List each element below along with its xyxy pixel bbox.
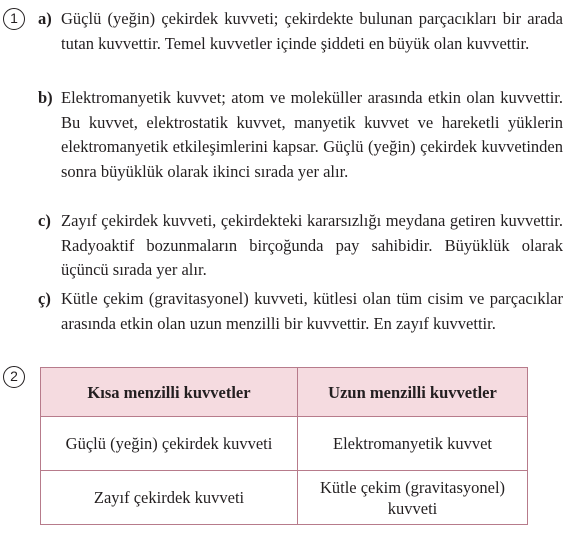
header-short-range: Kısa menzilli kuvvetler: [41, 368, 298, 417]
list-item-c: [38, 209, 563, 283]
item-label: a): [38, 9, 52, 28]
item-text: Kütle çekim (gravitasyonel) kuvveti, kütlesi olan tüm cisim ve parçacıklar arasında etkin olan uzun menzilli bir kuvvettir. En zayıf kuvvettir.: [61, 289, 563, 333]
table-cell: Güçlü (yeğin) çekirdek kuvveti: [41, 417, 298, 471]
list-item-b: [38, 86, 563, 184]
list-item-c-cedilla: [38, 287, 563, 336]
list-item-a: [38, 7, 563, 56]
item-label: b): [38, 88, 53, 107]
table-cell: Zayıf çekirdek kuvveti: [41, 471, 298, 525]
table-cell: Kütle çekim (gravitasyonel) kuvveti: [298, 471, 528, 525]
item-text: Elektromanyetik kuvvet; atom ve moleküller arasında etkin olan kuvvettir. Bu kuvvet, elektrostatik kuvvet, manyetik kuvvet ve hareketli yüklerin elektromanyetik etkileşimlerini kapsar. Güçlü (yeğin) çekirdek kuvvetinden sonra büyüklük olarak ikinci sırada yer alır.: [61, 88, 563, 181]
table-cell: Elektromanyetik kuvvet: [298, 417, 528, 471]
table-row: [41, 417, 528, 471]
item-text: Zayıf çekirdek kuvveti, çekirdekteki kararsızlığı meydana getiren kuvvettir. Radyoaktif bozunmaların birçoğunda pay sahibidir. Büyüklük olarak üçüncü sırada yer alır.: [61, 211, 563, 279]
item-label: c): [38, 211, 51, 230]
section-number-2: 2: [3, 366, 25, 388]
item-label: ç): [38, 289, 51, 308]
force-range-table: [40, 367, 528, 525]
section-number-1: 1: [3, 8, 25, 30]
table-header-row: [41, 368, 528, 417]
table-row: [41, 471, 528, 525]
header-long-range: Uzun menzilli kuvvetler: [298, 368, 528, 417]
item-text: Güçlü (yeğin) çekirdek kuvveti; çekirdekte bulunan parçacıkları bir arada tutan kuvvettir. Temel kuvvetler içinde şiddeti en büyük olan kuvvettir.: [61, 9, 563, 53]
